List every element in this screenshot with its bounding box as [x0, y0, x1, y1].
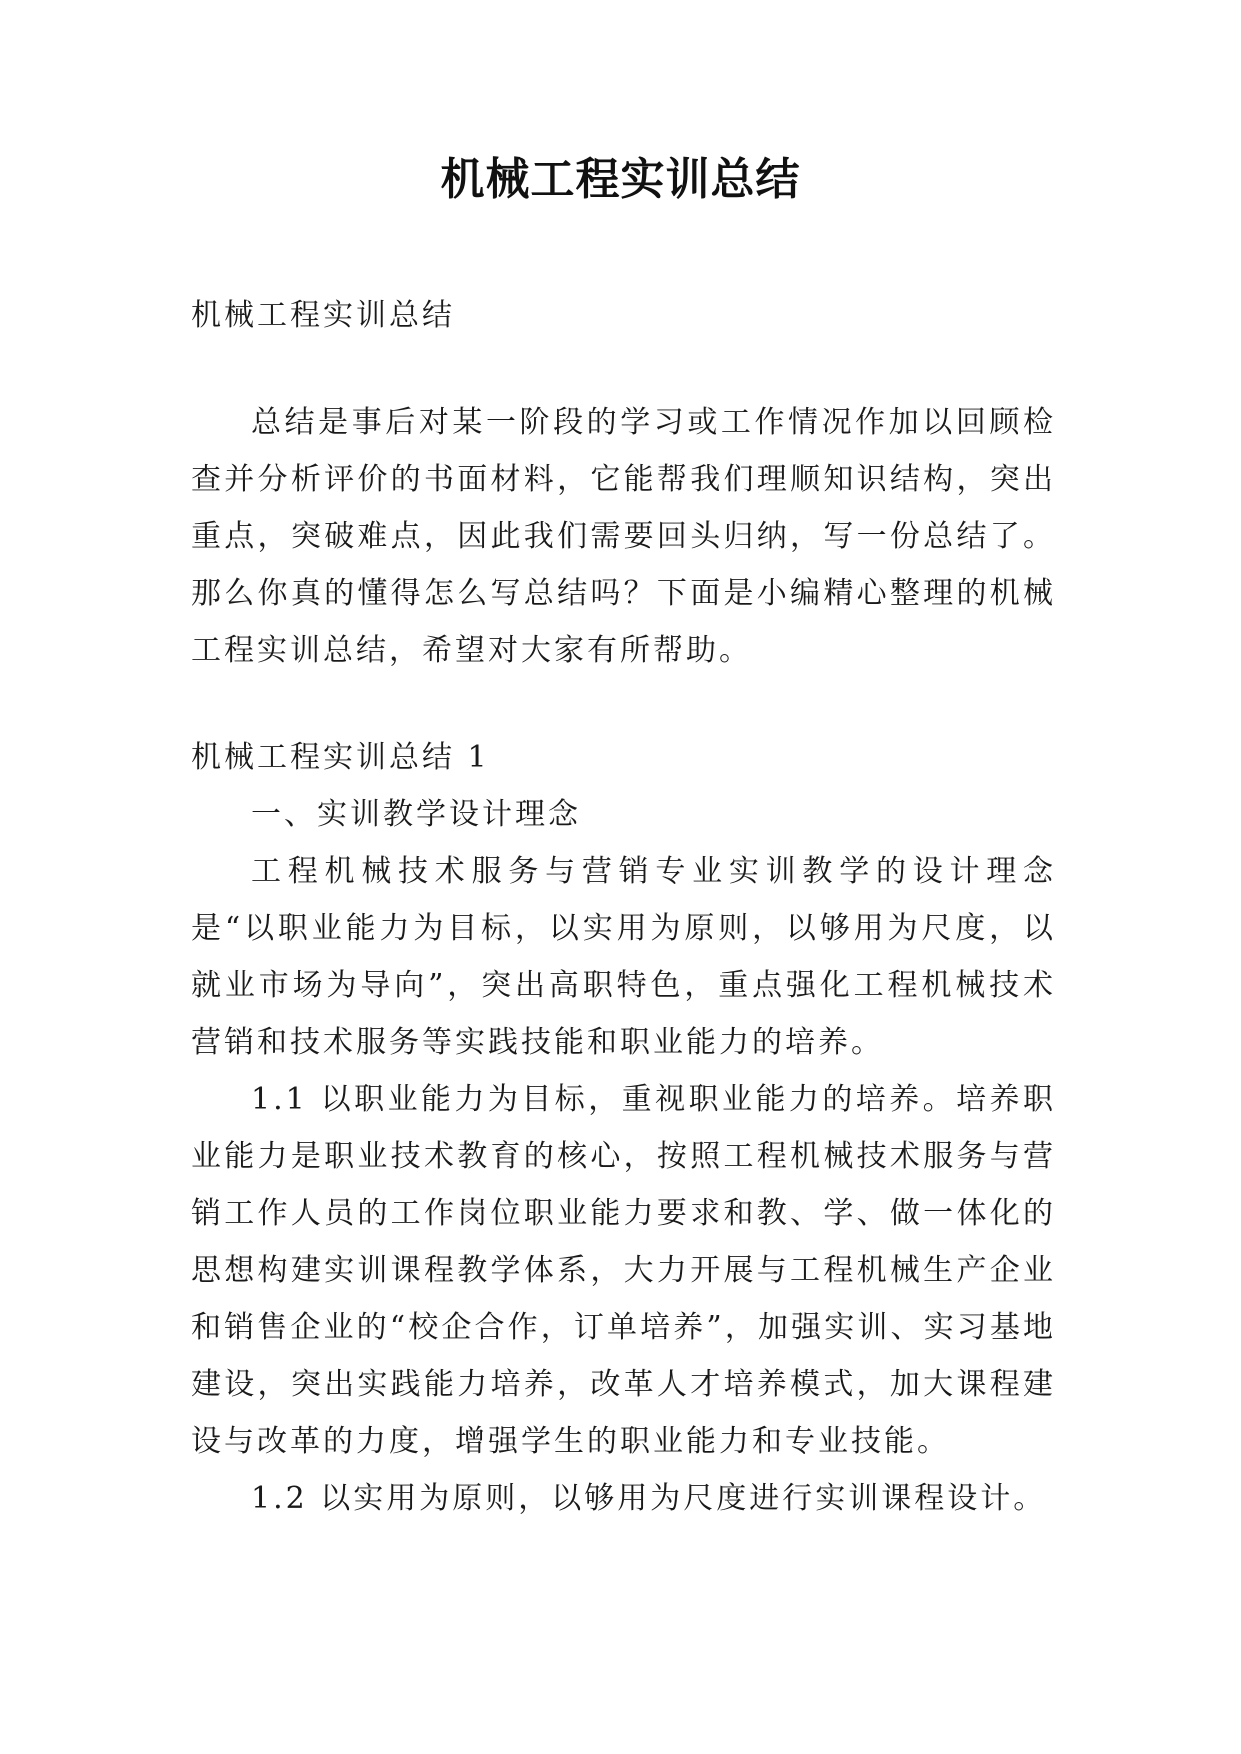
section-title: 机械工程实训总结 1 [191, 740, 490, 775]
document-body [191, 287, 1056, 1527]
body-paragraph: 工程机械技术服务与营销专业实训教学的设计理念是“以职业能力为目标，以实用为原则，以够用为尺度，以就业市场为导向”，突出高职特色，重点强化工程机械技术营销和技术服务等实践技能和职业能力的培养。 [191, 854, 1056, 1060]
document-title: 机械工程实训总结 [440, 154, 801, 205]
intro-paragraph: 总结是事后对某一阶段的学习或工作情况作加以回顾检查并分析评价的书面材料，它能帮我们理顺知识结构，突出重点，突破难点，因此我们需要回头归纳，写一份总结了。那么你真的懂得怎么写总结吗？下面是小编精心整理的机械工程实训总结，希望对大家有所帮助。 [191, 405, 1056, 668]
body-paragraph: 1.2 以实用为原则，以够用为尺度进行实训课程设计。 [251, 1481, 1047, 1516]
body-paragraph: 1.1 以职业能力为目标，重视职业能力的培养。培养职业能力是职业技术教育的核心，按照工程机械技术服务与营销工作人员的工作岗位职业能力要求和教、学、做一体化的思想构建实训课程教学体系，大力开展与工程机械生产企业和销售企业的“校企合作，订单培养”，加强实训、实习基地建设，突出实践能力培养，改革人才培养模式，加大课程建设与改革的力度，增强学生的职业能力和专业技能。 [191, 1082, 1056, 1459]
document-subtitle: 机械工程实训总结 [191, 298, 455, 333]
section-heading: 一、实训教学设计理念 [251, 797, 581, 832]
